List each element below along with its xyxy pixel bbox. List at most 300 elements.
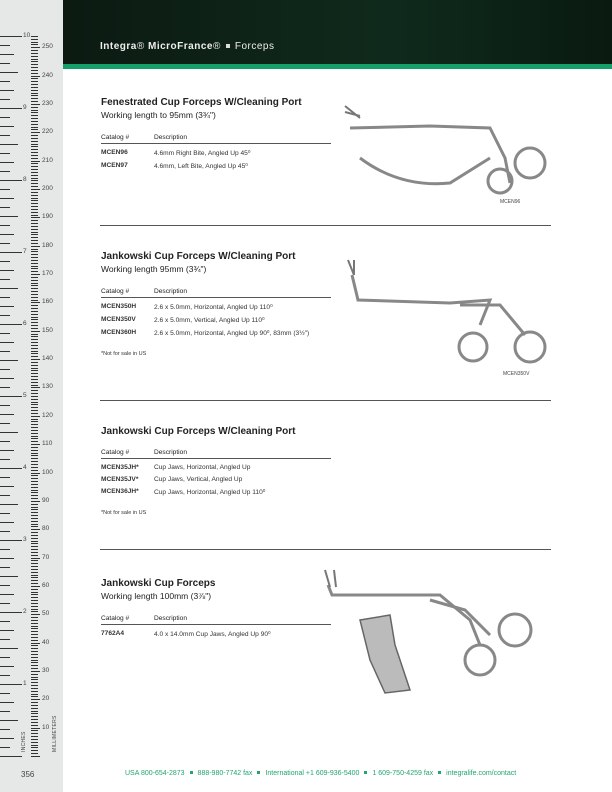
mm-tick: [31, 36, 38, 37]
mm-tick: [31, 192, 38, 193]
mm-tick: [31, 50, 38, 51]
inch-tick: [0, 567, 10, 568]
mm-tick: [31, 455, 38, 456]
mm-tick: [31, 263, 38, 264]
mm-label: 160: [42, 298, 53, 306]
mm-tick: [31, 67, 38, 68]
section-divider: [100, 225, 551, 226]
mm-tick: [31, 325, 38, 326]
inch-tick: [0, 468, 22, 469]
inch-tick: [0, 360, 18, 361]
mm-tick: [31, 229, 38, 230]
mm-tick: [31, 314, 38, 315]
inch-tick: [0, 189, 10, 190]
mm-tick: [31, 549, 38, 550]
mm-tick: [31, 107, 38, 108]
footer-contact: [125, 770, 516, 777]
mm-tick: [31, 458, 38, 459]
footnote: *Not for sale in US: [101, 510, 147, 516]
mm-tick: [31, 745, 38, 746]
mm-label: 40: [42, 638, 50, 646]
description: 2.6 x 5.0mm, Vertical, Angled Up 110⁰: [154, 317, 265, 324]
mm-tick: [31, 345, 38, 346]
mm-tick: [31, 606, 38, 607]
mm-tick: [31, 266, 38, 267]
inch-tick: [0, 72, 18, 73]
inch-tick: [0, 252, 22, 253]
mm-tick: [31, 178, 38, 179]
header-banner: [63, 0, 612, 65]
image-caption: MCEN96: [500, 199, 521, 205]
mm-tick: [31, 149, 38, 150]
mm-tick: [31, 209, 38, 210]
mm-tick: [31, 311, 38, 312]
inch-tick: [0, 612, 22, 613]
mm-tick: [31, 271, 38, 272]
mm-tick: [31, 643, 40, 644]
mm-tick: [31, 81, 38, 82]
inch-tick: [0, 495, 10, 496]
mm-tick: [31, 407, 38, 408]
mm-tick: [31, 124, 38, 125]
inch-tick: [0, 504, 18, 505]
mm-tick: [31, 110, 38, 111]
mm-tick: [31, 146, 38, 147]
mm-tick: [31, 524, 38, 525]
mm-tick: [31, 399, 38, 400]
mm-tick: [31, 730, 38, 731]
mm-tick: [31, 603, 38, 604]
mm-tick: [31, 353, 38, 354]
description: 4.6mm Right Bite, Angled Up 45⁰: [154, 150, 251, 157]
inch-tick: [0, 747, 10, 748]
mm-label: 130: [42, 383, 53, 391]
header-title: Integra® MicroFrance® Forceps: [100, 41, 275, 52]
mm-tick: [31, 277, 38, 278]
mm-tick: [31, 104, 40, 105]
mm-tick: [31, 180, 38, 181]
mm-tick: [31, 637, 38, 638]
mm-tick: [31, 713, 38, 714]
mm-tick: [31, 756, 40, 757]
col-catalog: Catalog #: [101, 288, 154, 298]
mm-tick: [31, 436, 38, 437]
mm-tick: [31, 56, 38, 57]
mm-tick: [31, 657, 38, 658]
mm-label: 100: [42, 468, 53, 476]
mm-tick: [31, 206, 38, 207]
mm-tick: [31, 78, 38, 79]
mm-tick: [31, 427, 38, 428]
mm-tick: [31, 419, 38, 420]
mm-label: 30: [42, 666, 50, 674]
mm-tick: [31, 577, 38, 578]
mm-tick: [31, 370, 38, 371]
mm-tick: [31, 334, 38, 335]
mm-label: 240: [42, 71, 53, 79]
inch-tick: [0, 648, 18, 649]
mm-tick: [31, 532, 38, 533]
mm-tick: [31, 217, 40, 218]
mm-tick: [31, 183, 38, 184]
section-title: Jankowski Cup Forceps W/Cleaning Port: [101, 251, 296, 262]
inch-tick: [0, 702, 14, 703]
mm-tick: [31, 297, 38, 298]
header-stripe: [63, 64, 612, 69]
mm-tick: [31, 144, 38, 145]
mm-tick: [31, 223, 38, 224]
mm-tick: [31, 691, 38, 692]
mm-tick: [31, 589, 38, 590]
inch-tick: [0, 306, 14, 307]
inch-tick: [0, 756, 22, 757]
mm-tick: [31, 115, 38, 116]
mm-tick: [31, 387, 40, 388]
mm-label: 70: [42, 553, 50, 561]
mm-tick: [31, 609, 38, 610]
inch-tick: [0, 198, 14, 199]
contact-link[interactable]: integralife.com/contact: [446, 770, 517, 777]
mm-label: 50: [42, 610, 50, 618]
table-row: [101, 298, 331, 312]
description: 2.6 x 5.0mm, Horizontal, Angled Up 90⁰, 83mm (3½"): [154, 330, 310, 337]
inch-tick: [0, 477, 10, 478]
mm-tick: [31, 515, 38, 516]
mm-tick: [31, 84, 38, 85]
mm-tick: [31, 640, 38, 641]
mm-tick: [31, 708, 38, 709]
inch-tick: [0, 108, 22, 109]
inch-tick: [0, 630, 14, 631]
catalog-number: MCEN36JH*: [101, 488, 139, 495]
inches-label: INCHES: [21, 731, 27, 752]
international-phone: International +1 609-936-5400: [265, 770, 360, 777]
mm-tick: [31, 240, 38, 241]
inch-label: 10: [23, 32, 31, 39]
inch-tick: [0, 270, 14, 271]
col-description: Description: [154, 615, 331, 625]
mm-tick: [31, 189, 40, 190]
mm-tick: [31, 373, 38, 374]
mm-tick: [31, 453, 38, 454]
inch-tick: [0, 513, 10, 514]
inch-tick: [0, 171, 10, 172]
mm-tick: [31, 268, 38, 269]
table-row: [101, 625, 331, 639]
catalog-table: [101, 134, 331, 170]
mm-tick: [31, 342, 38, 343]
mm-label: 230: [42, 99, 53, 107]
mm-tick: [31, 617, 38, 618]
col-description: Description: [154, 288, 331, 298]
inch-tick: [0, 486, 14, 487]
mm-tick: [31, 73, 38, 74]
mm-tick: [31, 742, 38, 743]
mm-tick: [31, 626, 38, 627]
mm-tick: [31, 198, 38, 199]
mm-tick: [31, 685, 38, 686]
catalog-table: [101, 449, 331, 496]
mm-tick: [31, 393, 38, 394]
mm-tick: [31, 212, 38, 213]
mm-tick: [31, 473, 40, 474]
brand-microfrance: MicroFrance: [148, 41, 213, 52]
mm-tick: [31, 47, 40, 48]
mm-tick: [31, 101, 38, 102]
mm-tick: [31, 424, 38, 425]
mm-tick: [31, 634, 38, 635]
inch-tick: [0, 738, 14, 739]
mm-tick: [31, 478, 38, 479]
mm-tick: [31, 566, 38, 567]
description: 2.6 x 5.0mm, Horizontal, Angled Up 110⁰: [154, 304, 273, 311]
mm-tick: [31, 464, 38, 465]
mm-tick: [31, 93, 38, 94]
mm-tick: [31, 44, 38, 45]
inch-tick: [0, 396, 22, 397]
mm-tick: [31, 76, 40, 77]
inch-label: 9: [23, 104, 27, 111]
mm-tick: [31, 118, 38, 119]
mm-tick: [31, 220, 38, 221]
mm-tick: [31, 560, 38, 561]
inch-tick: [0, 432, 18, 433]
mm-label: 190: [42, 213, 53, 221]
mm-tick: [31, 736, 38, 737]
mm-tick: [31, 237, 38, 238]
inch-tick: [0, 693, 10, 694]
international-fax: 1 609-750-4259 fax: [372, 770, 434, 777]
inch-label: 1: [23, 680, 27, 687]
mm-tick: [31, 385, 38, 386]
forceps-image-mcen96: [340, 98, 560, 198]
catalog-table: [101, 615, 331, 638]
mm-tick: [31, 512, 38, 513]
mm-tick: [31, 444, 40, 445]
mm-tick: [31, 64, 38, 65]
mm-tick: [31, 586, 40, 587]
product-section-2: [101, 251, 341, 357]
mm-tick: [31, 175, 38, 176]
mm-tick: [31, 339, 38, 340]
mm-tick: [31, 651, 38, 652]
mm-tick: [31, 39, 38, 40]
inch-tick: [0, 558, 14, 559]
mm-tick: [31, 249, 38, 250]
inch-tick: [0, 576, 18, 577]
mm-tick: [31, 59, 38, 60]
inch-tick: [0, 63, 10, 64]
millimeters-label: MILLIMETERS: [52, 715, 58, 752]
mm-tick: [31, 348, 38, 349]
mm-label: 180: [42, 241, 53, 249]
mm-tick: [31, 172, 38, 173]
col-catalog: Catalog #: [101, 134, 154, 144]
usa-phone: USA 800-654-2873: [125, 770, 185, 777]
mm-tick: [31, 575, 38, 576]
inch-tick: [0, 324, 22, 325]
catalog-number: MCEN96: [101, 149, 128, 156]
section-subtitle: Working length 100mm (3⅞"): [101, 591, 212, 601]
inch-tick: [0, 135, 10, 136]
mm-tick: [31, 679, 38, 680]
table-row: [101, 471, 331, 483]
mm-tick: [31, 682, 38, 683]
mm-tick: [31, 611, 38, 612]
section-divider: [100, 549, 551, 550]
brand-integra: Integra: [100, 41, 137, 52]
mm-label: 250: [42, 43, 53, 51]
mm-tick: [31, 438, 38, 439]
mm-tick: [31, 490, 38, 491]
mm-tick: [31, 413, 38, 414]
inch-tick: [0, 522, 14, 523]
mm-tick: [31, 671, 40, 672]
inch-label: 2: [23, 608, 27, 615]
inch-tick: [0, 639, 10, 640]
inch-tick: [0, 594, 14, 595]
description: Cup Jaws, Horizontal, Angled Up: [154, 464, 251, 471]
mm-tick: [31, 215, 38, 216]
inch-tick: [0, 144, 18, 145]
inch-tick: [0, 117, 10, 118]
mm-tick: [31, 433, 38, 434]
mm-tick: [31, 302, 40, 303]
inch-tick: [0, 585, 10, 586]
mm-tick: [31, 351, 38, 352]
table-row: [101, 324, 331, 337]
mm-tick: [31, 416, 40, 417]
inch-tick: [0, 441, 10, 442]
mm-tick: [31, 750, 38, 751]
mm-tick: [31, 518, 38, 519]
inch-tick: [0, 90, 14, 91]
mm-tick: [31, 495, 38, 496]
mm-tick: [31, 70, 38, 71]
mm-tick: [31, 285, 38, 286]
mm-label: 210: [42, 156, 53, 164]
inch-tick: [0, 99, 10, 100]
mm-tick: [31, 583, 38, 584]
inch-tick: [0, 720, 18, 721]
mm-tick: [31, 594, 38, 595]
inch-tick: [0, 207, 10, 208]
mm-tick: [31, 331, 40, 332]
inch-tick: [0, 279, 10, 280]
mm-tick: [31, 529, 40, 530]
inch-tick: [0, 621, 10, 622]
mm-tick: [31, 728, 40, 729]
mm-tick: [31, 580, 38, 581]
inch-tick: [0, 351, 10, 352]
mm-tick: [31, 274, 40, 275]
mm-tick: [31, 538, 38, 539]
mm-tick: [31, 487, 38, 488]
inch-tick: [0, 216, 18, 217]
inch-tick: [0, 333, 10, 334]
section-name: Forceps: [234, 41, 275, 52]
inch-tick: [0, 180, 22, 181]
mm-label: 10: [42, 723, 50, 731]
inch-tick: [0, 45, 10, 46]
inch-tick: [0, 603, 10, 604]
mm-tick: [31, 152, 38, 153]
inch-tick: [0, 531, 10, 532]
inch-tick: [0, 684, 22, 685]
catalog-number: MCEN360H: [101, 329, 137, 336]
inch-tick: [0, 36, 22, 37]
inch-tick: [0, 261, 10, 262]
inch-label: 4: [23, 464, 27, 471]
mm-tick: [31, 129, 38, 130]
mm-tick: [31, 620, 38, 621]
mm-tick: [31, 294, 38, 295]
mm-tick: [31, 628, 38, 629]
mm-label: 140: [42, 355, 53, 363]
section-title: Fenestrated Cup Forceps W/Cleaning Port: [101, 97, 302, 108]
mm-tick: [31, 322, 38, 323]
mm-tick: [31, 319, 38, 320]
mm-tick: [31, 135, 38, 136]
page-number: 356: [21, 770, 35, 779]
mm-tick: [31, 254, 38, 255]
mm-tick: [31, 356, 38, 357]
mm-tick: [31, 702, 38, 703]
mm-tick: [31, 677, 38, 678]
mm-tick: [31, 711, 38, 712]
mm-tick: [31, 121, 38, 122]
mm-label: 150: [42, 326, 53, 334]
mm-tick: [31, 98, 38, 99]
inch-tick: [0, 729, 10, 730]
inch-tick: [0, 126, 14, 127]
mm-tick: [31, 61, 38, 62]
mm-tick: [31, 753, 38, 754]
inch-tick: [0, 81, 10, 82]
mm-tick: [31, 158, 38, 159]
section-divider: [100, 400, 551, 401]
inch-tick: [0, 54, 14, 55]
mm-label: 200: [42, 185, 53, 192]
catalog-table: [101, 288, 331, 337]
mm-label: 20: [42, 695, 50, 703]
mm-tick: [31, 716, 38, 717]
mm-tick: [31, 660, 38, 661]
mm-tick: [31, 572, 38, 573]
mm-tick: [31, 725, 38, 726]
mm-tick: [31, 481, 38, 482]
mm-tick: [31, 280, 38, 281]
mm-tick: [31, 441, 38, 442]
mm-tick: [31, 257, 38, 258]
catalog-number: MCEN350H: [101, 303, 137, 310]
inch-tick: [0, 675, 10, 676]
mm-tick: [31, 614, 40, 615]
mm-tick: [31, 359, 40, 360]
mm-tick: [31, 166, 38, 167]
mm-tick: [31, 688, 38, 689]
mm-tick: [31, 368, 38, 369]
mm-tick: [31, 484, 38, 485]
inch-tick: [0, 414, 14, 415]
inch-tick: [0, 387, 10, 388]
product-section-4: [101, 578, 341, 638]
description: 4.0 x 14.0mm Cup Jaws, Angled Up 90⁰: [154, 631, 271, 638]
inch-tick: [0, 288, 18, 289]
mm-tick: [31, 597, 38, 598]
mm-tick: [31, 186, 38, 187]
inch-tick: [0, 153, 10, 154]
